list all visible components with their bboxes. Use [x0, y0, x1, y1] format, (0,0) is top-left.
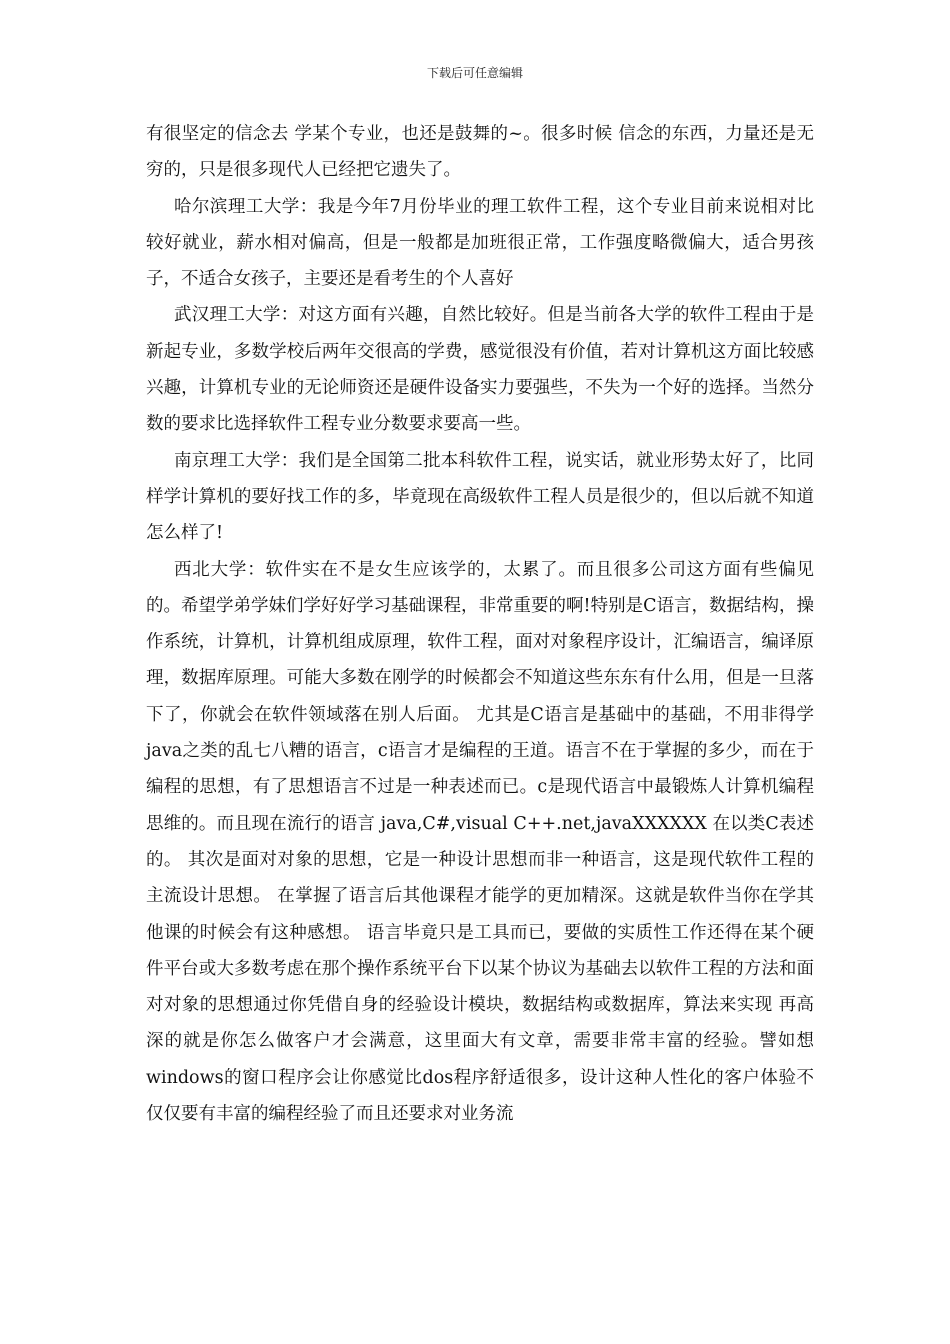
document-body	[146, 116, 814, 1132]
paragraph-wuhan: 武汉理工大学：对这方面有兴趣，自然比较好。但是当前各大学的软件工程由于是新起专业，多数学校后两年交很高的学费，感觉很没有价值，若对计算机这方面比较感兴趣，计算机专业的无论师资还是硬件设备实力要强些，不失为一个好的选择。当然分数的要求比选择软件工程专业分数要求要高一些。	[146, 305, 814, 435]
paragraph-northwest: 西北大学：软件实在不是女生应该学的，太累了。而且很多公司这方面有些偏见的。希望学弟学妹们学好好学习基础课程，非常重要的啊!特别是C语言，数据结构，操作系统，计算机，计算机组成原理，软件工程，面对对象程序设计，汇编语言，编译原理，数据库原理。可能大多数在刚学的时候都会不知道这些东东有什么用，但是一旦落下了，你就会在软件领域落在别人后面。 尤其是C语言是基础中的基础，不用非得学 java之类的乱七八糟的语言，c语言才是编程的王道。语言不在于掌握的多少，而在于编程的思想，有了思想语言不过是一种表述而已。c是现代语言中最锻炼人计算机编程思维的。而且现在流行的语言 java,C#,visual C++.net,javaXXXXXX 在以类C表述的。 其次是面对对象的思想，它是一种设计思想而非一种语言，这是现代软件工程的主流设计思想。 在掌握了语言后其他课程才能学的更加精深。这就是软件当你在学其他课的时候会有这种感想。 语言毕竟只是工具而已，要做的实质性工作还得在某个硬件平台或大多数考虑在那个操作系统平台下以某个协议为基础去以软件工程的方法和面对对象的思想通过你凭借自身的经验设计模块，数据结构或数据库，算法来实现 再高深的就是你怎么做客户才会满意，这里面大有文章，需要非常丰富的经验。譬如想windows的窗口程序会让你感觉比dos程序舒适很多，设计这种人性化的客户体验不仅仅要有丰富的编程经验了而且还要求对业务流	[146, 559, 814, 1125]
paragraph-intro-continuation: 有很坚定的信念去 学某个专业，也还是鼓舞的~。很多时候 信念的东西，力量还是无穷的，只是很多现代人已经把它遗失了。	[146, 124, 814, 181]
paragraph-harbin: 哈尔滨理工大学：我是今年7月份毕业的理工软件工程，这个专业目前来说相对比较好就业，薪水相对偏高，但是一般都是加班很正常，工作强度略微偏大，适合男孩子，不适合女孩子，主要还是看考生的个人喜好	[146, 196, 814, 290]
page-header: 下载后可任意编辑	[426, 66, 523, 80]
paragraph-nanjing: 南京理工大学：我们是全国第二批本科软件工程，说实话，就业形势太好了，比同样学计算机的要好找工作的多，毕竟现在高级软件工程人员是很少的，但以后就不知道怎么样了!	[146, 450, 814, 544]
